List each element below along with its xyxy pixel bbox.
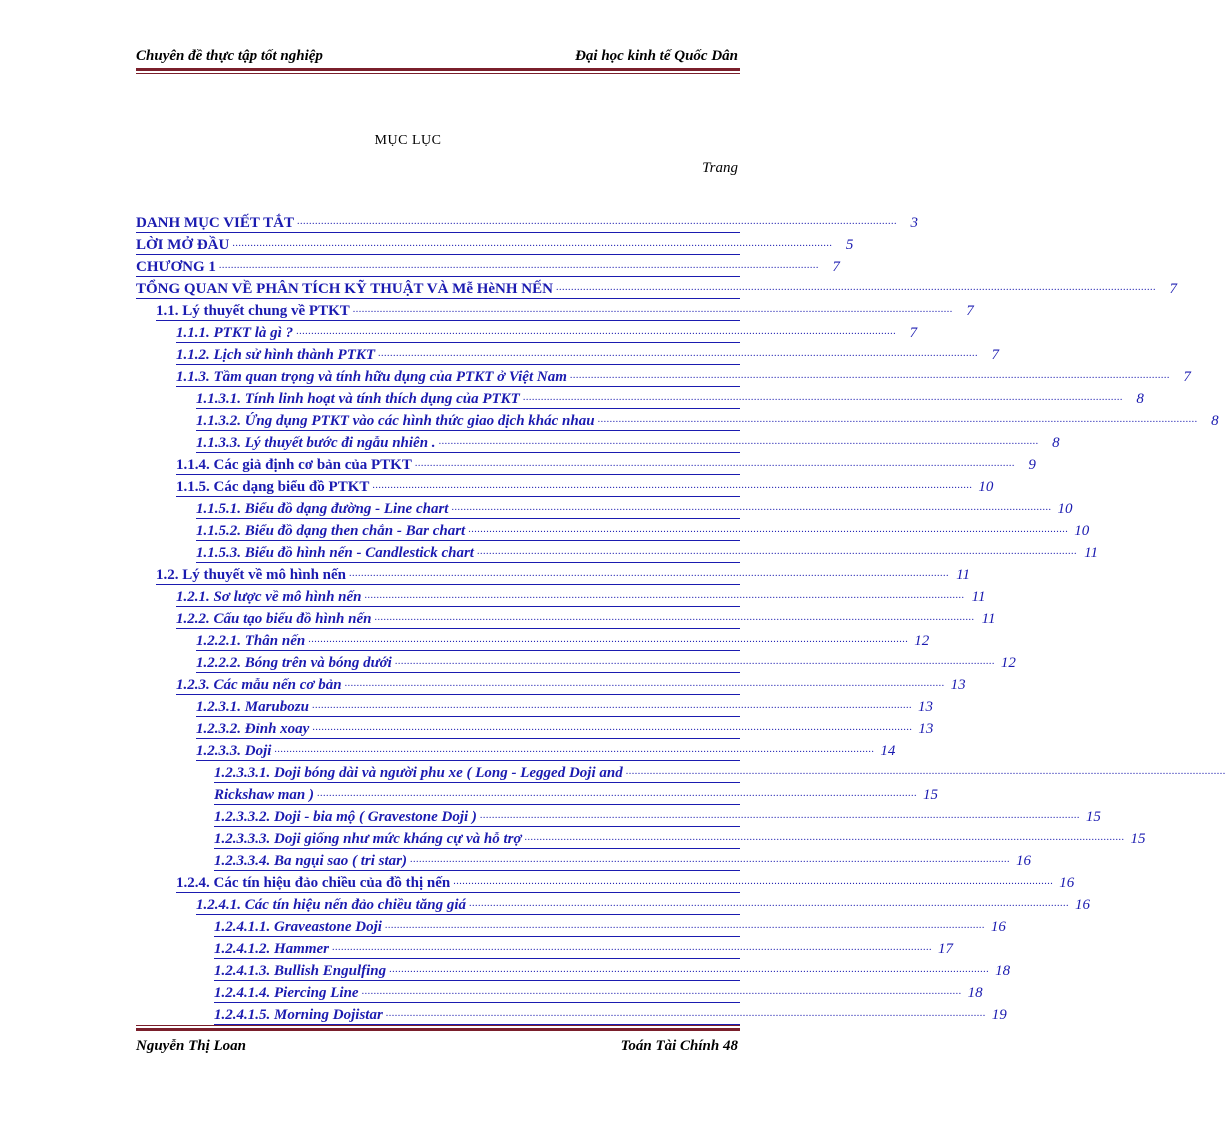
dot-leader: ........................................................................................................................................................................................................	[349, 568, 950, 579]
toc-entry	[0, 981, 983, 1003]
toc-entry	[0, 563, 971, 585]
toc-entry	[0, 541, 1098, 563]
footer-rule	[136, 1025, 740, 1031]
dot-leader: ........................................................................................................................................................................................................	[317, 788, 918, 799]
toc-link[interactable]	[136, 233, 854, 255]
dot-leader: ........................................................................................................................................................................................................	[232, 238, 833, 249]
toc-entry	[0, 277, 1177, 299]
toc-entry	[0, 651, 1016, 673]
toc-entry-text: 1.1.5.1. Biểu đồ dạng đường - Line chart	[196, 501, 449, 517]
page-footer	[136, 1036, 740, 1058]
dot-leader: ........................................................................................................................................................................................................	[438, 436, 1039, 447]
toc-entry	[0, 629, 930, 651]
toc-entry-text: 1.2. Lý thuyết về mô hình nến	[156, 567, 347, 583]
toc-link[interactable]	[214, 959, 1011, 981]
toc-entry-page: 14	[880, 743, 896, 759]
toc-entry-text: 1.2.4.1. Các tín hiệu nến đảo chiều tăng giá	[196, 897, 467, 913]
toc-entry-text: 1.1.5.2. Biểu đồ dạng then chắn - Bar chart	[196, 523, 466, 539]
toc-entry-page: 16	[1059, 875, 1075, 891]
page-column-label: Trang	[702, 160, 738, 176]
dot-leader: ........................................................................................................................................................................................................	[218, 260, 819, 271]
toc-link[interactable]	[176, 871, 1075, 893]
toc-entry	[0, 827, 1146, 849]
toc-entry	[0, 1003, 1007, 1025]
toc-title: MỤC LỤC	[374, 133, 442, 148]
toc-entry	[0, 299, 974, 321]
toc-link[interactable]	[196, 651, 1016, 673]
toc-entry	[0, 387, 1144, 409]
toc-entry	[0, 761, 1226, 783]
toc-link[interactable]	[214, 783, 939, 805]
toc-link[interactable]	[196, 541, 1098, 563]
toc-entry	[0, 739, 896, 761]
toc-link[interactable]	[196, 519, 1090, 541]
toc-entry-text: 1.1.5.3. Biểu đồ hình nến - Candlestick chart	[196, 545, 474, 561]
dot-leader: ........................................................................................................................................................................................................	[451, 502, 1052, 513]
toc-entry-text: 1.2.4.1.2. Hammer	[214, 941, 329, 957]
toc-link[interactable]	[214, 915, 1006, 937]
dot-leader: ........................................................................................................................................................................................................	[469, 898, 1070, 909]
toc-entry-text: 1.2.3.3. Doji	[196, 743, 272, 759]
header-right: Đại học kinh tế Quốc Dân	[575, 48, 738, 64]
toc-entry	[0, 519, 1090, 541]
toc-link[interactable]	[196, 695, 933, 717]
toc-entry	[0, 717, 934, 739]
toc-entry-page: 11	[971, 589, 986, 605]
toc-entry-text: 1.2.2.2. Bóng trên và bóng dưới	[196, 655, 392, 671]
dot-leader: ........................................................................................................................................................................................................	[409, 854, 1010, 865]
toc-entry	[0, 871, 1075, 893]
toc-entry-text: DANH MỤC VIẾT TẮT	[136, 215, 294, 231]
toc-entry-page: 11	[1084, 545, 1098, 561]
toc-link[interactable]	[214, 1003, 1007, 1025]
toc-link[interactable]	[156, 563, 971, 585]
dot-leader: ........................................................................................................................................................................................................	[361, 986, 962, 997]
toc-entry-page: 11	[956, 567, 971, 583]
toc-link[interactable]	[196, 739, 896, 761]
toc-entry-text: Rickshaw man )	[214, 787, 315, 803]
toc-link[interactable]	[176, 365, 1191, 387]
toc-entry-page: 12	[914, 633, 930, 649]
toc-entry-text: 1.2.3. Các mẫu nến cơ bản	[176, 677, 342, 693]
toc-entry	[0, 211, 918, 233]
dot-leader: ........................................................................................................................................................................................................	[479, 810, 1080, 821]
toc-entry	[0, 695, 933, 717]
toc-link[interactable]	[196, 629, 930, 651]
dot-leader: ........................................................................................................................................................................................................	[569, 370, 1170, 381]
toc-link[interactable]	[156, 299, 974, 321]
toc-entry-page: 16	[1075, 897, 1091, 913]
toc-entry	[0, 607, 996, 629]
toc-entry	[0, 893, 1091, 915]
footer-right: Toán Tài Chính 48	[620, 1038, 738, 1054]
toc-link[interactable]	[196, 717, 934, 739]
toc-entry	[0, 365, 1191, 387]
toc-link[interactable]	[136, 211, 918, 233]
dot-leader: ........................................................................................................................................................................................................	[308, 634, 909, 645]
dot-leader: ........................................................................................................................................................................................................	[468, 524, 1069, 535]
toc-entry-page: 8	[1052, 435, 1060, 451]
toc-entry-page: 10	[978, 479, 994, 495]
toc-entry-page: 7	[966, 303, 974, 319]
toc-entry-text: 1.2.2.1. Thân nến	[196, 633, 306, 649]
toc-link[interactable]	[176, 343, 1000, 365]
dot-leader: ........................................................................................................................................................................................................	[311, 700, 912, 711]
toc-entry-text: 1.1.3.2. Ứng dụng PTKT vào các hình thức giao dịch khác nhau	[196, 413, 595, 429]
dot-leader: ........................................................................................................................................................................................................	[274, 744, 875, 755]
toc-entry-page: 18	[967, 985, 983, 1001]
toc-entry	[0, 959, 1011, 981]
toc-link[interactable]	[196, 387, 1144, 409]
toc-entry	[0, 805, 1101, 827]
toc-entry-text: 1.1.3. Tầm quan trọng và tính hữu dụng của PTKT ở Việt Nam	[176, 369, 567, 385]
toc-link[interactable]	[214, 805, 1101, 827]
toc-entry-page: 10	[1057, 501, 1073, 517]
dot-leader: ........................................................................................................................................................................................................	[385, 1008, 986, 1019]
toc-entry-text: 1.1.2. Lịch sử hình thành PTKT	[176, 347, 376, 363]
toc-link[interactable]	[176, 585, 986, 607]
toc-entry	[0, 475, 994, 497]
toc-entry-text: 1.2.3.3.2. Doji - bia mộ ( Gravestone Doji )	[214, 809, 477, 825]
toc-entry	[0, 673, 966, 695]
dot-leader: ........................................................................................................................................................................................................	[378, 348, 979, 359]
toc-entry-text: 1.2.3.1. Marubozu	[196, 699, 309, 715]
toc-entry-page: 19	[991, 1007, 1007, 1023]
dot-leader: ........................................................................................................................................................................................................	[524, 832, 1125, 843]
toc-entry-page: 7	[1169, 281, 1177, 297]
toc-entry-text: 1.1.5. Các dạng biểu đồ PTKT	[176, 479, 370, 495]
toc-entry-text: 1.2.4.1.3. Bullish Engulfing	[214, 963, 387, 979]
toc-entry-text: 1.1.4. Các giả định cơ bản của PTKT	[176, 457, 412, 473]
toc-entry-page: 13	[918, 721, 934, 737]
toc-entry-text: LỜI MỞ ĐẦU	[136, 237, 230, 253]
toc-link[interactable]	[214, 849, 1031, 871]
toc-link[interactable]	[176, 607, 996, 629]
toc-entry-page: 13	[950, 677, 966, 693]
toc-entry	[0, 937, 953, 959]
toc-entry-text: 1.1. Lý thuyết chung về PTKT	[156, 303, 350, 319]
toc-link[interactable]	[136, 277, 1177, 299]
toc-entry	[0, 233, 854, 255]
toc-entry-text: 1.2.4. Các tín hiệu đảo chiều của đồ thị nến	[176, 875, 451, 891]
dot-leader: ........................................................................................................................................................................................................	[414, 458, 1015, 469]
toc-entry-page: 7	[1183, 369, 1191, 385]
toc-entry-page: 8	[1136, 391, 1144, 407]
toc-link[interactable]	[214, 827, 1146, 849]
toc-entry	[0, 409, 1219, 431]
dot-leader: ........................................................................................................................................................................................................	[476, 546, 1077, 557]
toc-entry	[0, 497, 1073, 519]
toc-entry-page: 12	[1000, 655, 1016, 671]
toc-link[interactable]	[176, 673, 966, 695]
toc-entry-text: 1.1.3.1. Tính linh hoạt và tính thích dụng của PTKT	[196, 391, 520, 407]
toc-entry	[0, 343, 1000, 365]
dot-leader: ........................................................................................................................................................................................................	[352, 304, 953, 315]
toc-entry	[0, 321, 918, 343]
toc-link[interactable]	[214, 937, 953, 959]
dot-leader: ........................................................................................................................................................................................................	[453, 876, 1054, 887]
toc-entry-page: 16	[990, 919, 1006, 935]
toc-entry	[0, 783, 939, 805]
toc-link[interactable]	[214, 981, 983, 1003]
toc-entry	[0, 915, 1006, 937]
toc-entry-page: 7	[832, 259, 840, 275]
toc-link[interactable]	[214, 761, 1226, 783]
toc-entry-page: 13	[917, 699, 933, 715]
toc-entry-text: 1.2.3.2. Đỉnh xoay	[196, 721, 310, 737]
toc-entry-text: 1.2.3.3.1. Doji bóng dài và người phu xe ( Long - Legged Doji and	[214, 765, 623, 781]
toc-entry-page: 18	[995, 963, 1011, 979]
toc-entry	[0, 453, 1036, 475]
dot-leader: ........................................................................................................................................................................................................	[296, 326, 897, 337]
toc-entry-page: 17	[938, 941, 953, 957]
toc-entry-text: 1.2.4.1.5. Morning Dojistar	[214, 1007, 383, 1023]
toc-link[interactable]	[196, 409, 1219, 431]
toc-entry-text: 1.2.3.3.3. Doji giống như mức kháng cự và hỗ trợ	[214, 831, 522, 847]
toc-entry-text: 1.2.3.3.4. Ba ngụi sao ( tri star)	[214, 853, 407, 869]
toc-entry-page: 15	[923, 787, 939, 803]
toc-entry-page: 16	[1015, 853, 1031, 869]
toc-entry-text: 1.2.1. Sơ lược về mô hình nến	[176, 589, 362, 605]
dot-leader: ........................................................................................................................................................................................................	[372, 480, 973, 491]
header-rule	[136, 68, 740, 74]
toc-entry-page: 10	[1074, 523, 1090, 539]
toc-link[interactable]	[176, 475, 994, 497]
toc-link[interactable]	[196, 497, 1073, 519]
toc-entry	[0, 585, 986, 607]
toc-link[interactable]	[136, 255, 840, 277]
toc-entry-text: 1.1.1. PTKT là gì ?	[176, 325, 294, 341]
dot-leader: ........................................................................................................................................................................................................	[555, 282, 1156, 293]
dot-leader: ........................................................................................................................................................................................................	[625, 766, 1226, 777]
toc-entry-page: 7	[909, 325, 918, 341]
toc-entry-text: 1.2.4.1.1. Graveastone Doji	[214, 919, 382, 935]
toc-entry-page: 15	[1130, 831, 1146, 847]
toc-entry	[0, 255, 840, 277]
toc-entry-text: 1.2.2. Cấu tạo biểu đồ hình nến	[176, 611, 372, 627]
toc-link[interactable]	[196, 893, 1091, 915]
header-left: Chuyên đề thực tập tốt nghiệp	[136, 48, 323, 64]
toc-entry-page: 5	[845, 237, 854, 253]
dot-leader: ........................................................................................................................................................................................................	[384, 920, 985, 931]
toc-link[interactable]	[176, 321, 918, 343]
toc-entry-page: 8	[1211, 413, 1219, 429]
toc-entry-text: 1.2.4.1.4. Piercing Line	[214, 985, 359, 1001]
toc-entry	[0, 431, 1060, 453]
toc-link[interactable]	[176, 453, 1036, 475]
toc-entry-page: 11	[981, 611, 996, 627]
toc-entry-page: 7	[991, 347, 1000, 363]
dot-leader: ........................................................................................................................................................................................................	[597, 414, 1198, 425]
dot-leader: ........................................................................................................................................................................................................	[344, 678, 945, 689]
footer-left: Nguyễn Thị Loan	[136, 1038, 247, 1054]
page-header	[136, 46, 740, 68]
dot-leader: ........................................................................................................................................................................................................	[389, 964, 990, 975]
toc-entry-page: 15	[1085, 809, 1101, 825]
dot-leader: ........................................................................................................................................................................................................	[332, 942, 932, 953]
dot-leader: ........................................................................................................................................................................................................	[374, 612, 975, 623]
toc-entry-text: TỔNG QUAN VỀ PHÂN TÍCH KỸ THUẬT VÀ Mễ HèNH NẾN	[136, 281, 553, 297]
dot-leader: ........................................................................................................................................................................................................	[312, 722, 913, 733]
toc-entry-page: 9	[1028, 457, 1036, 473]
dot-leader: ........................................................................................................................................................................................................	[364, 590, 965, 601]
toc-entry-text: 1.1.3.3. Lý thuyết bước đi ngẫu nhiên .	[196, 435, 436, 451]
toc-entry-page: 3	[910, 215, 918, 231]
dot-leader: ........................................................................................................................................................................................................	[394, 656, 995, 667]
dot-leader: ........................................................................................................................................................................................................	[522, 392, 1123, 403]
toc-entry-text: CHƯƠNG 1	[136, 259, 216, 275]
toc-link[interactable]	[196, 431, 1060, 453]
dot-leader: ........................................................................................................................................................................................................	[296, 216, 897, 227]
toc-entry	[0, 849, 1031, 871]
